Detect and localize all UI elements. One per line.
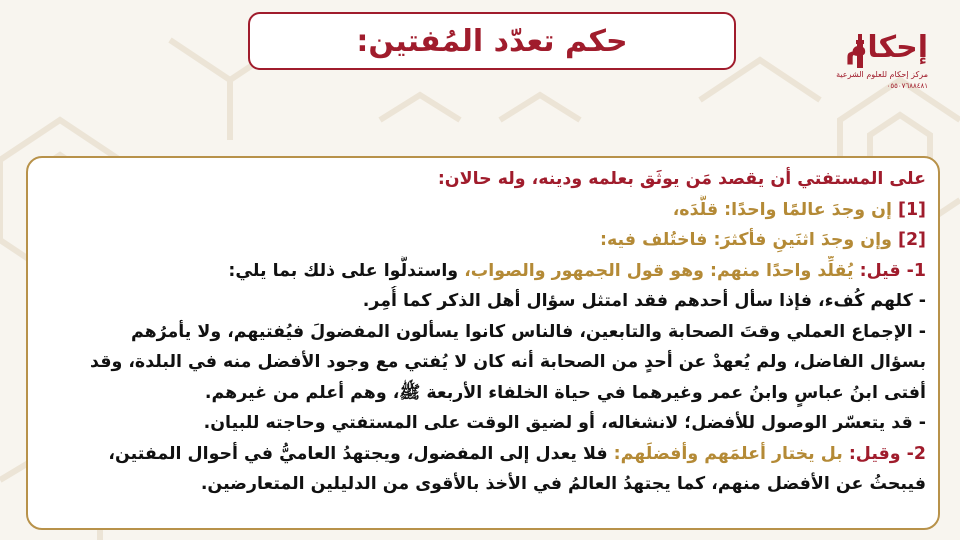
evidence-3-line xyxy=(42,408,926,439)
opinion-2-highlight: بل يختار أعلمَهم وأفضلَهم: xyxy=(613,443,843,464)
evidence-2-line-2 xyxy=(42,347,926,378)
intro-line xyxy=(42,164,926,195)
intro-text: على المستفتي أن يقصد مَن يوثَق بعلمه ودينه، وله حالان: xyxy=(437,169,926,189)
content-box xyxy=(26,156,940,530)
evidence-3-text: - قد يتعسّر الوصول للأفضل؛ لانشغاله، أو لضيق الوقت على المستفتي وحاجته للبيان. xyxy=(203,413,926,433)
opinion-2-line-2 xyxy=(42,469,926,500)
logo-number: ٠٥٥٠٧٦٨٨٤٨١ xyxy=(886,82,928,90)
brand-logo xyxy=(836,26,928,96)
evidence-2-line-3 xyxy=(42,378,926,409)
evidence-2-text-2: بسؤال الفاضل، ولم يُعهدْ عن أحدٍ من الصحابة أنه كان لا يُفتي مع وجود الأفضل منه في البلدة، وقد xyxy=(90,352,926,372)
logo-wordmark: إحكام xyxy=(845,30,928,65)
opinion-1-rest: واستدلُّوا على ذلك بما يلي: xyxy=(228,260,459,281)
case-1-text: إن وجدَ عالمًا واحدًا: قلَّدَه، xyxy=(672,199,892,220)
title-box xyxy=(248,12,736,70)
case-1-line xyxy=(42,195,926,226)
evidence-2-text-1: - الإجماع العملي وقتَ الصحابة والتابعين، فالناس كانوا يسألون المفضولَ فيُفتيهم، ولا يأمرُهم xyxy=(130,321,926,342)
opinion-1-label: 1- قيل: xyxy=(859,260,926,281)
page-title: حكم تعدّد المُفتين: xyxy=(356,23,628,59)
evidence-1-line xyxy=(42,286,926,317)
case-1-number: [1] xyxy=(897,199,926,220)
evidence-2-text-3: أفتى ابنُ عباسٍ وابنُ عمر وغيرهما في حياة الخلفاء الأربعة ﷺ، وهم أعلم من غيرهم. xyxy=(204,382,926,403)
evidence-1-text: - كلهم كُفء، فإذا سأل أحدهم فقد امتثل سؤال أهل الذكر كما أُمِر. xyxy=(362,291,926,311)
case-2-text: وإن وجدَ اثنَينِ فأكثرَ: فاختُلف فيه: xyxy=(600,230,892,250)
case-2-number: [2] xyxy=(897,230,926,250)
opinion-2-label: 2- وقيل: xyxy=(848,443,926,464)
logo-subtitle: مركز إحكام للعلوم الشرعية xyxy=(836,70,928,79)
opinion-1-line xyxy=(42,256,926,287)
evidence-2-line-1 xyxy=(42,317,926,348)
case-2-line xyxy=(42,225,926,256)
opinion-1-highlight: يُقلِّد واحدًا منهم: وهو قول الجمهور والصواب، xyxy=(464,260,854,281)
opinion-2-line xyxy=(42,439,926,470)
opinion-2-text-2: فيبحثُ عن الأفضل منهم، كما يجتهدُ العالمُ في الأخذ بالأقوى من الدليلين المتعارضين. xyxy=(200,474,926,494)
opinion-2-rest: فلا يعدل إلى المفضول، ويجتهدُ العاميُّ في أحوال المفتين، xyxy=(108,443,608,464)
